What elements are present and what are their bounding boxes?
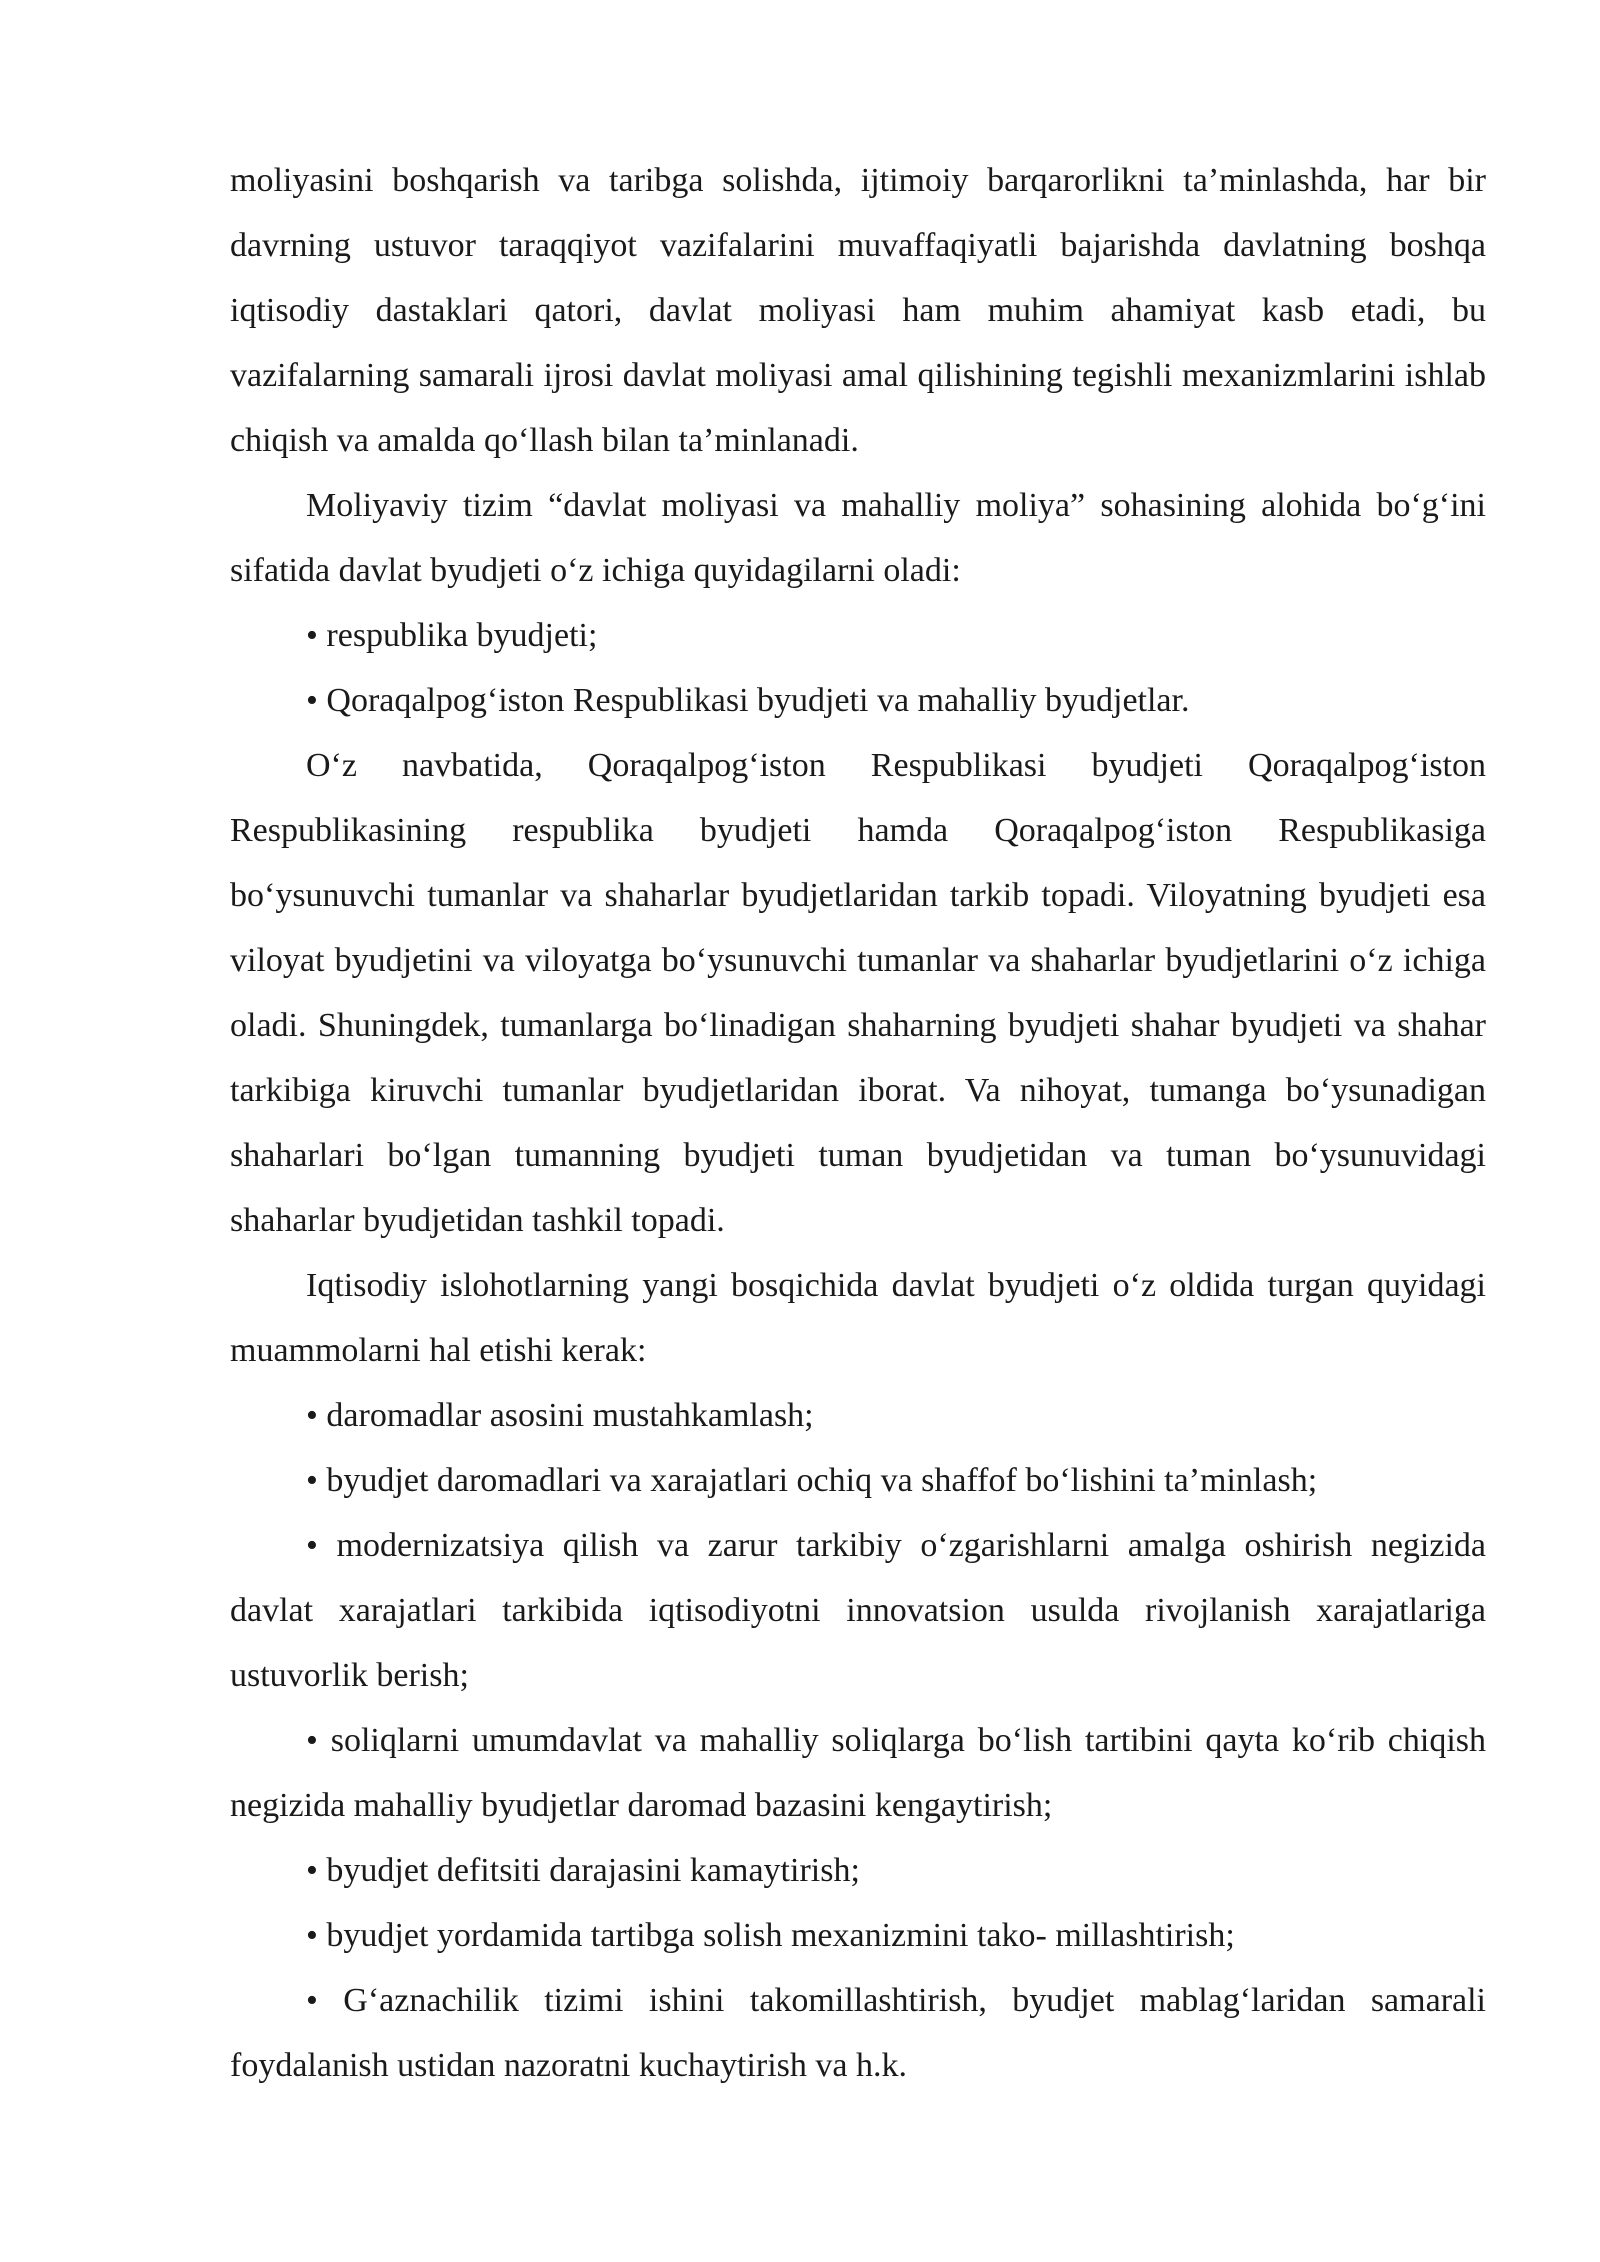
paragraph: Iqtisodiy islohotlarning yangi bosqichida davlat byudjeti o‘z oldida turgan quyidagi muammolarni hal etishi kerak:	[230, 1267, 1486, 1369]
bullet-item: • byudjet yordamida tartibga solish mexanizmini tako- millashtirish;	[306, 1917, 1235, 1954]
bullet-item: • soliqlarni umumdavlat va mahalliy soliqlarga bo‘lish tartibini qayta ko‘rib chiqish negizida mahalliy byudjetlar daromad bazasini kengaytirish;	[230, 1722, 1486, 1824]
paragraph: moliyasini boshqarish va taribga solishda, ijtimoiy barqarorlikni ta’minlashda, har bir davrning ustuvor taraqqiyot vazifalarini muvaffaqiyatli bajarishda davlatning boshqa iqtisodiy dastaklari qatori, davlat moliyasi ham muhim ahamiyat kasb etadi, bu vazifalarning samarali ijrosi davlat moliyasi amal qilishining tegishli mexanizmlarini ishlab chiqish va amalda qo‘llash bilan ta’minlanadi.	[230, 162, 1486, 459]
bullet-item: • byudjet defitsiti darajasini kamaytirish;	[306, 1852, 860, 1889]
paragraph: Moliyaviy tizim “davlat moliyasi va mahalliy moliya” sohasining alohida bo‘g‘ini sifatida davlat byudjeti o‘z ichiga quyidagilarni oladi:	[230, 487, 1486, 589]
bullet-item: • byudjet daromadlari va xarajatlari ochiq va shaffof bo‘lishini ta’minlash;	[306, 1462, 1318, 1499]
bullet-item: • Qoraqalpog‘iston Respublikasi byudjeti va mahalliy byudjetlar.	[306, 682, 1190, 719]
bullet-item: • respublika byudjeti;	[306, 617, 598, 654]
bullet-item: • daromadlar asosini mustahkamlash;	[306, 1397, 814, 1434]
bullet-item: • G‘aznachilik tizimi ishini takomillashtirish, byudjet mablag‘laridan samarali foydalanish ustidan nazoratni kuchaytirish va h.k.	[230, 1982, 1486, 2084]
paragraph: O‘z navbatida, Qoraqalpog‘iston Respublikasi byudjeti Qoraqalpog‘iston Respublikasining respublika byudjeti hamda Qoraqalpog‘iston Respublikasiga bo‘ysunuvchi tumanlar va shaharlar byudjetlaridan tarkib topadi. Viloyatning byudjeti esa viloyat byudjetini va viloyatga bo‘ysunuvchi tumanlar va shaharlar byudjetlarini o‘z ichiga oladi. Shuningdek, tumanlarga bo‘linadigan shaharning byudjeti shahar byudjeti va shahar tarkibiga kiruvchi tumanlar byudjetlaridan iborat. Va nihoyat, tumanga bo‘ysunadigan shaharlari bo‘lgan tumanning byudjeti tuman byudjetidan va tuman bo‘ysunuvidagi shaharlar byudjetidan tashkil topadi.	[230, 747, 1486, 1239]
bullet-item: • modernizatsiya qilish va zarur tarkibiy o‘zgarishlarni amalga oshirish negizida davlat xarajatlari tarkibida iqtisodiyotni innovatsion usulda rivojlanish xarajatlariga ustuvorlik berish;	[230, 1527, 1486, 1694]
document-page	[230, 148, 1486, 2098]
